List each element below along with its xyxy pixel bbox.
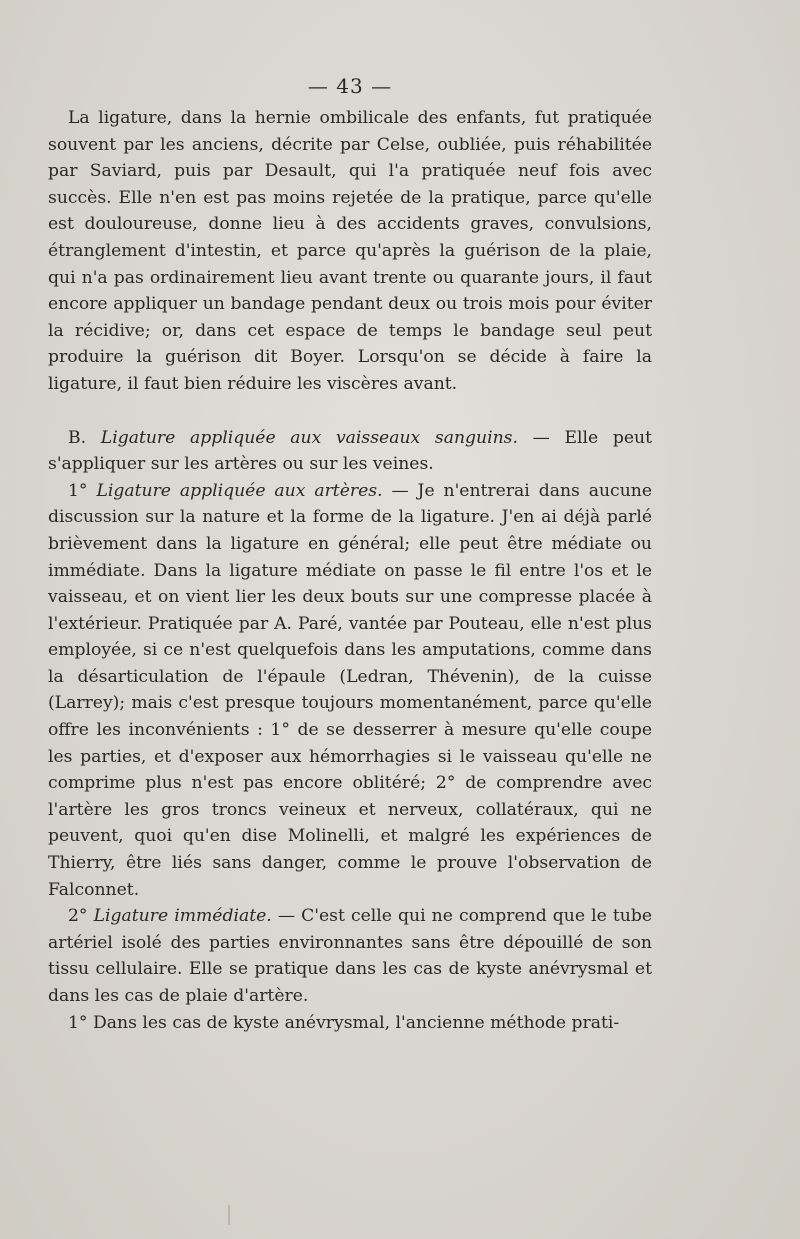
- paragraph-text: Dans les cas de kyste anévrysmal, l'ancienne méthode prati-: [87, 1012, 620, 1033]
- paragraph-text: — Je n'entrerai dans aucune discussion sur la nature et la forme de la ligature. J'en ai déjà parlé brièvement dans la ligature en général; elle peut être médiate ou immédiate. Dans la ligature médiate on passe le fil entre l'os et le vaisseau, et on vient lier les deux bouts sur une compresse placée à l'extérieur. Pratiquée par A. Paré, vantée par Pouteau, elle n'est plus employée, si ce n'est quelquefois dans les amputations, comme dans la désarticulation de l'épaule (Ledran, Thévenin), de la cuisse (Larrey); mais c'est presque toujours momentanément, parce qu'elle offre les inconvénients : 1° de se desserrer à mesure qu'elle coupe les parties, et d'exposer aux hémorrhagies si le vaisseau qu'elle ne comprime plus n'est pas encore oblitéré; 2° de comprendre avec l'artère les gros troncs veineux et nerveux, collatéraux, qui ne peuvent, quoi qu'en dise Molinelli, et malgré les expériences de Thierry, être liés sans danger, comme le prouve l'observation de Falconnet.: [48, 480, 652, 900]
- section-heading: Ligature immédiate.: [93, 906, 272, 927]
- paragraph-immediate: [48, 903, 652, 1009]
- section-lead: 1°: [68, 1012, 88, 1033]
- section-heading: Ligature appliquée aux artères.: [96, 480, 383, 501]
- section-lead: 1°: [68, 480, 88, 501]
- paragraph-text: — C'est celle qui ne comprend que le tube artériel isolé des parties environnantes sans être dépouillé de son tissu cellulaire. Elle se pratique dans les cas de kyste anévrysmal et dans les cas de plaie d'artère.: [48, 906, 652, 1006]
- section-heading: Ligature appliquée aux vaisseaux sanguins.: [100, 427, 518, 448]
- paper-speck: [228, 1205, 230, 1225]
- section-lead: 2°: [68, 906, 88, 927]
- body-text: [48, 105, 652, 1036]
- page-number: — 43 —: [307, 74, 393, 98]
- paragraph-arteres: [48, 478, 652, 904]
- section-lead: B.: [68, 427, 87, 448]
- paragraph-hernie: La ligature, dans la hernie ombilicale des enfants, fut pratiquée souvent par les anciens, décrite par Celse, oubliée, puis réhabilitée par Saviard, puis par Desault, qui l'a pratiquée neuf fois avec succès. Elle n'en est pas moins rejetée de la pratique, parce qu'elle est douloureuse, donne lieu à des accidents graves, convulsions, étranglement d'intestin, et parce qu'après la guérison de la plaie, qui n'a pas ordinairement lieu avant trente ou quarante jours, il faut encore appliquer un bandage pendant deux ou trois mois pour éviter la récidive; or, dans cet espace de temps le bandage seul peut produire la guérison dit Boyer. Lorsqu'on se décide à faire la ligature, il faut bien réduire les viscères avant.: [48, 108, 652, 394]
- paragraph-vaisseaux: [48, 425, 652, 478]
- paragraph-kyste: [48, 1010, 652, 1037]
- paragraph-text: — Elle peut s'appliquer sur les artères ou sur les veines.: [48, 427, 652, 475]
